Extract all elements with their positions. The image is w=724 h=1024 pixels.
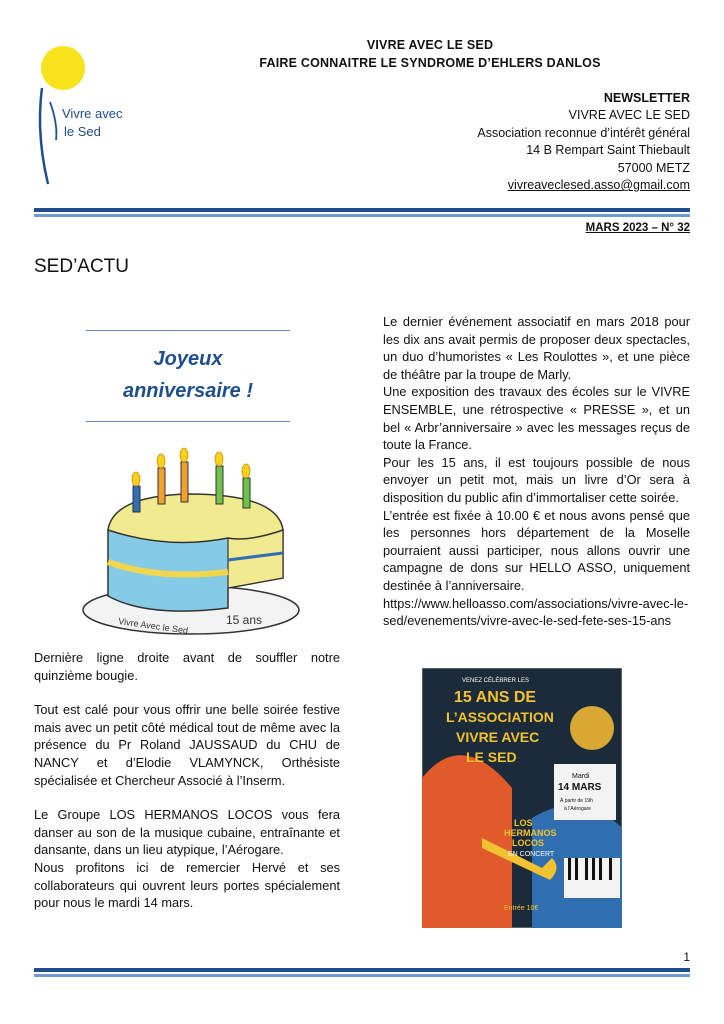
svg-text:LE SED: LE SED xyxy=(466,749,517,765)
svg-text:VENEZ CÉLÉBRER LES: VENEZ CÉLÉBRER LES xyxy=(462,678,530,684)
svg-text:à l’Aérogare: à l’Aérogare xyxy=(564,806,591,812)
banner-bottom-line xyxy=(86,421,290,422)
helloasso-link[interactable]: https://www.helloasso.com/associations/vivre-avec-le-sed/evenements/vivre-avec-le-sed-fete-ses-15-ans xyxy=(383,595,689,629)
left-paragraph-3: Le Groupe LOS HERMANOS LOCOS vous fera danser au son de la musique cubaine, entraînante et dansante, dans un lieu atypique, l’Aérogare. xyxy=(34,807,340,858)
right-paragraph-3: Pour les 15 ans, il est toujours possible de nous envoyer un petit mot, mais un livre d’Or sera à disposition du public afin d’immortaliser cette soirée. xyxy=(383,454,690,505)
banner-line1: Joyeux xyxy=(153,348,223,370)
left-paragraph-4: Nous profitons ici de remercier Hervé et ses collaborateurs qui ouvrent leurs portes spécialement pour nous le mardi 14 mars. xyxy=(34,859,340,911)
candle-flames xyxy=(132,448,250,486)
header-title: VIVRE AVEC LE SED xyxy=(366,38,494,52)
svg-text:LOS: LOS xyxy=(514,818,533,828)
svg-text:15 ANS DE: 15 ANS DE xyxy=(454,689,537,706)
svg-text:À partir de 19h: À partir de 19h xyxy=(560,798,593,804)
svg-text:Mardi: Mardi xyxy=(572,773,590,780)
header-divider xyxy=(34,208,690,217)
birthday-banner xyxy=(86,330,290,422)
contact-block xyxy=(477,90,690,194)
right-paragraph-4: L’entrée est fixée à 10.00 € et nous avons pensé que les personnes hors département de la Moselle pourraient aussi participer, nous allons ouvrir une campagne de dons sur HELLO ASSO, uniquement destinée à l’anniversaire. xyxy=(383,507,690,593)
svg-text:LOCOS: LOCOS xyxy=(512,838,545,848)
svg-text:Entrée 10€: Entrée 10€ xyxy=(504,905,539,912)
association-status: Association reconnue d’intérêt général xyxy=(477,125,690,140)
issue-number: MARS 2023 – N° 32 xyxy=(585,222,690,234)
left-column xyxy=(34,649,340,912)
cake-number: 15 ans xyxy=(226,613,263,627)
left-paragraph-2: Tout est calé pour vous offrir une belle soirée festive mais avec un petit côté médical tout de même avec la présence du Pr Roland JAUSSAUD du CHU de NANCY et d’Elodie VLAMYNCK, Orthésiste spécialisée et Chercheur Associé à l’Inserm. xyxy=(34,702,340,788)
banner-line2: anniversaire ! xyxy=(122,380,254,402)
logo-text-line1: Vivre avec xyxy=(62,106,123,121)
page-number: 1 xyxy=(683,950,690,964)
left-paragraph-1: Dernière ligne droite avant de souffler notre quinzième bougie. xyxy=(34,650,340,683)
event-poster xyxy=(422,668,622,928)
svg-text:14 MARS: 14 MARS xyxy=(558,782,602,793)
header-subtitle: FAIRE CONNAITRE LE SYNDROME D’EHLERS DANLOS xyxy=(259,56,601,70)
svg-text:L’ASSOCIATION: L’ASSOCIATION xyxy=(446,709,554,725)
right-paragraph-1: Le dernier événement associatif en mars 2018 pour les dix ans avait permis de proposer deux spectacles, un duo d’humoristes « Les Roulottes », et une pièce de théâtre par la troupe de Marly. xyxy=(383,314,690,382)
footer-divider xyxy=(34,968,690,977)
address-street: 14 B Rempart Saint Thiebault xyxy=(526,143,690,158)
address-city: 57000 METZ xyxy=(617,160,690,175)
logo-text-line2: le Sed xyxy=(64,124,101,139)
svg-text:VIVRE AVEC: VIVRE AVEC xyxy=(456,729,540,745)
right-paragraph-2: Une exposition des travaux des écoles sur le VIVRE ENSEMBLE, une rétrospective « PRESSE », et un bel « Arbr’anniversaire » avec les messages reçus de toute la France. xyxy=(383,384,690,453)
logo-figure-stroke xyxy=(40,88,48,184)
svg-text:EN CONCERT: EN CONCERT xyxy=(508,851,555,858)
birthday-cake-illustration xyxy=(78,438,304,638)
sun-icon xyxy=(41,46,85,90)
right-column xyxy=(383,313,690,630)
association-name: VIVRE AVEC LE SED xyxy=(568,108,690,123)
svg-text:HERMANOS: HERMANOS xyxy=(504,828,557,838)
newsletter-label: NEWSLETTER xyxy=(603,91,690,105)
association-logo xyxy=(28,44,138,194)
cake-inscription: Vivre Avec le Sed xyxy=(117,616,189,636)
section-title: SED’ACTU xyxy=(34,256,130,277)
email-link[interactable]: vivreaveclesed.asso@gmail.com xyxy=(507,178,690,193)
